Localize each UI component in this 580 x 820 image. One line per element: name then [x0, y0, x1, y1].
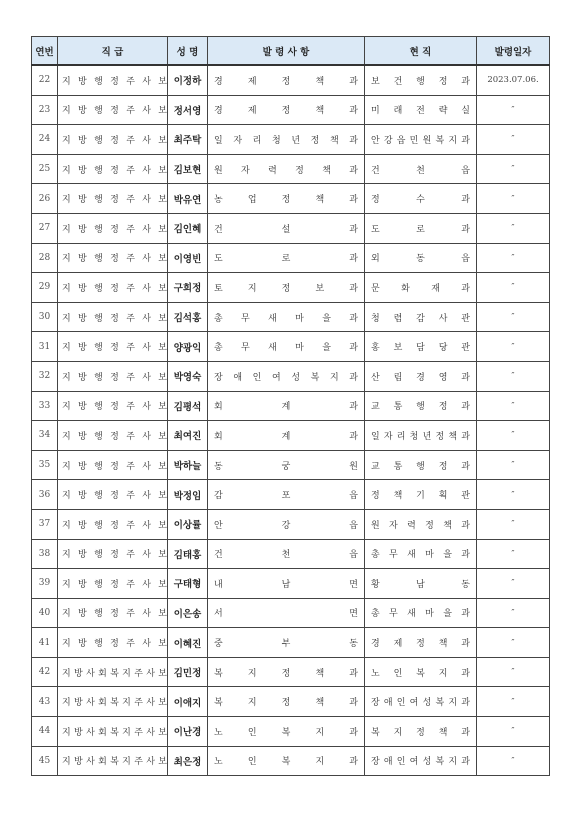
spread-text: 토 지 정 보 과 — [214, 283, 358, 294]
cell-current — [365, 628, 477, 658]
cell-name: 김석홍 — [168, 302, 208, 332]
cell-name: 이혜진 — [168, 628, 208, 658]
cell-name: 최주탁 — [168, 125, 208, 155]
cell-order — [208, 243, 365, 273]
cell-grade — [58, 332, 168, 362]
table-row — [32, 213, 550, 243]
cell-name: 이애지 — [168, 687, 208, 717]
cell-current — [365, 95, 477, 125]
cell-order — [208, 480, 365, 510]
cell-no: 38 — [32, 539, 58, 569]
cell-date: ″ — [477, 302, 550, 332]
spread-text: 장 애 인 여 성 복 지 과 — [371, 757, 470, 768]
spread-text: 건 천 읍 — [214, 550, 358, 561]
cell-date: ″ — [477, 391, 550, 421]
cell-current — [365, 391, 477, 421]
spread-text: 지 방 행 정 주 사 보 — [62, 550, 167, 561]
cell-date: ″ — [477, 184, 550, 214]
spread-text: 보 건 행 정 과 — [371, 76, 470, 87]
cell-no: 42 — [32, 657, 58, 687]
spread-text: 총 무 새 마 을 과 — [214, 313, 358, 324]
cell-name: 박정임 — [168, 480, 208, 510]
cell-order — [208, 450, 365, 480]
cell-order — [208, 657, 365, 687]
spread-text: 황 남 동 — [371, 579, 470, 590]
cell-current — [365, 154, 477, 184]
cell-current — [365, 184, 477, 214]
spread-text: 지 방 행 정 주 사 보 — [62, 195, 167, 206]
cell-current — [365, 509, 477, 539]
cell-no: 44 — [32, 717, 58, 747]
table-row — [32, 421, 550, 451]
spread-text: 장 애 인 여 성 복 지 과 — [371, 698, 470, 709]
cell-current — [365, 361, 477, 391]
spread-text: 일 자 리 청 년 정 책 과 — [214, 135, 358, 146]
cell-order — [208, 569, 365, 599]
table-row — [32, 273, 550, 303]
table-row — [32, 65, 550, 95]
cell-grade — [58, 598, 168, 628]
cell-current — [365, 687, 477, 717]
cell-current — [365, 657, 477, 687]
spread-text: 지 방 행 정 주 사 보 — [62, 76, 167, 87]
spread-text: 지 방 행 정 주 사 보 — [62, 372, 167, 383]
cell-no: 25 — [32, 154, 58, 184]
spread-text: 회 계 과 — [214, 431, 358, 442]
spread-text: 원 자 력 정 책 과 — [371, 520, 470, 531]
cell-grade — [58, 65, 168, 95]
table-row — [32, 95, 550, 125]
cell-order — [208, 302, 365, 332]
table-row — [32, 746, 550, 776]
cell-name: 김보현 — [168, 154, 208, 184]
spread-text: 지 방 사 회 복 지 주 사 보 — [62, 757, 167, 768]
cell-current — [365, 569, 477, 599]
personnel-table — [31, 36, 550, 776]
cell-order — [208, 746, 365, 776]
cell-current — [365, 243, 477, 273]
cell-grade — [58, 391, 168, 421]
cell-name: 김인혜 — [168, 213, 208, 243]
spread-text: 지 방 행 정 주 사 보 — [62, 135, 167, 146]
cell-name: 최은정 — [168, 746, 208, 776]
cell-no: 26 — [32, 184, 58, 214]
table-row — [32, 332, 550, 362]
table-row — [32, 302, 550, 332]
cell-name: 이난경 — [168, 717, 208, 747]
cell-order — [208, 125, 365, 155]
table-body — [32, 65, 550, 776]
cell-grade — [58, 628, 168, 658]
cell-no: 22 — [32, 65, 58, 95]
spread-text: 지 방 행 정 주 사 보 — [62, 254, 167, 265]
header-grade: 직 급 — [58, 37, 168, 66]
cell-grade — [58, 480, 168, 510]
cell-no: 30 — [32, 302, 58, 332]
table-row — [32, 687, 550, 717]
cell-date: ″ — [477, 154, 550, 184]
spread-text: 서 면 — [214, 609, 358, 620]
cell-no: 35 — [32, 450, 58, 480]
cell-current — [365, 125, 477, 155]
table-row — [32, 657, 550, 687]
cell-order — [208, 598, 365, 628]
cell-order — [208, 628, 365, 658]
cell-order — [208, 65, 365, 95]
table-row — [32, 509, 550, 539]
cell-no: 45 — [32, 746, 58, 776]
cell-order — [208, 184, 365, 214]
cell-no: 43 — [32, 687, 58, 717]
cell-date: 2023.07.06. — [477, 65, 550, 95]
cell-grade — [58, 687, 168, 717]
spread-text: 지 방 행 정 주 사 보 — [62, 106, 167, 117]
cell-date: ″ — [477, 480, 550, 510]
cell-name: 김평석 — [168, 391, 208, 421]
cell-grade — [58, 154, 168, 184]
table-row — [32, 539, 550, 569]
table-row — [32, 391, 550, 421]
cell-name: 이정하 — [168, 65, 208, 95]
cell-no: 32 — [32, 361, 58, 391]
cell-order — [208, 213, 365, 243]
spread-text: 경 제 정 책 과 — [371, 639, 470, 650]
spread-text: 회 계 과 — [214, 402, 358, 413]
spread-text: 경 제 정 책 과 — [214, 106, 358, 117]
spread-text: 총 무 새 마 을 과 — [371, 609, 470, 620]
spread-text: 청 렴 감 사 관 — [371, 313, 470, 324]
spread-text: 지 방 행 정 주 사 보 — [62, 224, 167, 235]
cell-order — [208, 332, 365, 362]
cell-order — [208, 361, 365, 391]
spread-text: 미 래 전 략 실 — [371, 106, 470, 117]
cell-grade — [58, 569, 168, 599]
cell-no: 33 — [32, 391, 58, 421]
cell-date: ″ — [477, 332, 550, 362]
cell-order — [208, 717, 365, 747]
cell-grade — [58, 184, 168, 214]
spread-text: 지 방 행 정 주 사 보 — [62, 609, 167, 620]
cell-current — [365, 302, 477, 332]
spread-text: 정 수 과 — [371, 195, 470, 206]
cell-grade — [58, 361, 168, 391]
table-row — [32, 569, 550, 599]
cell-no: 28 — [32, 243, 58, 273]
cell-no: 23 — [32, 95, 58, 125]
cell-current — [365, 598, 477, 628]
cell-current — [365, 450, 477, 480]
cell-grade — [58, 302, 168, 332]
header-order: 발 령 사 항 — [208, 37, 365, 66]
spread-text: 지 방 행 정 주 사 보 — [62, 639, 167, 650]
spread-text: 중 부 동 — [214, 639, 358, 650]
cell-current — [365, 480, 477, 510]
spread-text: 산 림 경 영 과 — [371, 372, 470, 383]
spread-text: 문 화 재 과 — [371, 283, 470, 294]
spread-text: 복 지 정 책 과 — [371, 727, 470, 738]
cell-date: ″ — [477, 539, 550, 569]
cell-grade — [58, 717, 168, 747]
cell-name: 구태형 — [168, 569, 208, 599]
table-row — [32, 628, 550, 658]
spread-text: 지 방 행 정 주 사 보 — [62, 402, 167, 413]
cell-name: 최여진 — [168, 421, 208, 451]
cell-current — [365, 539, 477, 569]
table-row — [32, 598, 550, 628]
cell-name: 박유연 — [168, 184, 208, 214]
cell-order — [208, 95, 365, 125]
cell-no: 40 — [32, 598, 58, 628]
cell-date: ″ — [477, 746, 550, 776]
spread-text: 지 방 행 정 주 사 보 — [62, 579, 167, 590]
cell-no: 31 — [32, 332, 58, 362]
cell-name: 김태홍 — [168, 539, 208, 569]
spread-text: 안 강 읍 — [214, 520, 358, 531]
cell-current — [365, 717, 477, 747]
cell-date: ″ — [477, 628, 550, 658]
spread-text: 지 방 행 정 주 사 보 — [62, 165, 167, 176]
table-row — [32, 154, 550, 184]
table-header-row — [32, 37, 550, 66]
cell-name: 김민정 — [168, 657, 208, 687]
spread-text: 안 강 읍 민 원 복 지 과 — [371, 135, 470, 146]
cell-order — [208, 391, 365, 421]
cell-date: ″ — [477, 125, 550, 155]
spread-text: 총 무 새 마 을 과 — [371, 550, 470, 561]
table-row — [32, 361, 550, 391]
spread-text: 지 방 행 정 주 사 보 — [62, 461, 167, 472]
cell-grade — [58, 243, 168, 273]
cell-date: ″ — [477, 598, 550, 628]
cell-current — [365, 332, 477, 362]
cell-order — [208, 539, 365, 569]
cell-date: ″ — [477, 243, 550, 273]
spread-text: 노 인 복 지 과 — [371, 668, 470, 679]
cell-order — [208, 509, 365, 539]
header-name: 성 명 — [168, 37, 208, 66]
cell-name: 박영숙 — [168, 361, 208, 391]
cell-name: 이은송 — [168, 598, 208, 628]
table-row — [32, 450, 550, 480]
cell-date: ″ — [477, 569, 550, 599]
spread-text: 교 통 행 정 과 — [371, 461, 470, 472]
cell-name: 정서영 — [168, 95, 208, 125]
spread-text: 지 방 행 정 주 사 보 — [62, 491, 167, 502]
header-date: 발령일자 — [477, 37, 550, 66]
cell-order — [208, 273, 365, 303]
spread-text: 홍 보 담 당 관 — [371, 343, 470, 354]
cell-date: ″ — [477, 450, 550, 480]
cell-date: ″ — [477, 657, 550, 687]
spread-text: 건 설 과 — [214, 224, 358, 235]
cell-date: ″ — [477, 717, 550, 747]
cell-date: ″ — [477, 273, 550, 303]
spread-text: 정 책 기 획 관 — [371, 491, 470, 502]
cell-no: 37 — [32, 509, 58, 539]
spread-text: 일 자 리 청 년 정 책 과 — [371, 431, 470, 442]
spread-text: 총 무 새 마 을 과 — [214, 343, 358, 354]
cell-grade — [58, 509, 168, 539]
cell-current — [365, 746, 477, 776]
spread-text: 노 인 복 지 과 — [214, 757, 358, 768]
spread-text: 지 방 행 정 주 사 보 — [62, 520, 167, 531]
cell-name: 양광익 — [168, 332, 208, 362]
header-current: 현 직 — [365, 37, 477, 66]
cell-no: 29 — [32, 273, 58, 303]
spread-text: 건 천 읍 — [371, 165, 470, 176]
cell-date: ″ — [477, 687, 550, 717]
spread-text: 동 궁 원 — [214, 461, 358, 472]
cell-current — [365, 65, 477, 95]
cell-date: ″ — [477, 421, 550, 451]
spread-text: 농 업 정 책 과 — [214, 195, 358, 206]
cell-no: 24 — [32, 125, 58, 155]
cell-order — [208, 421, 365, 451]
cell-no: 36 — [32, 480, 58, 510]
cell-grade — [58, 657, 168, 687]
cell-date: ″ — [477, 95, 550, 125]
table-row — [32, 125, 550, 155]
cell-grade — [58, 539, 168, 569]
cell-grade — [58, 95, 168, 125]
spread-text: 지 방 행 정 주 사 보 — [62, 313, 167, 324]
header-no: 연번 — [32, 37, 58, 66]
cell-name: 이영빈 — [168, 243, 208, 273]
table-row — [32, 243, 550, 273]
cell-date: ″ — [477, 361, 550, 391]
cell-order — [208, 687, 365, 717]
spread-text: 지 방 사 회 복 지 주 사 보 — [62, 698, 167, 709]
cell-current — [365, 213, 477, 243]
cell-grade — [58, 213, 168, 243]
spread-text: 감 포 읍 — [214, 491, 358, 502]
cell-no: 27 — [32, 213, 58, 243]
spread-text: 도 로 과 — [371, 224, 470, 235]
spread-text: 내 남 면 — [214, 579, 358, 590]
spread-text: 지 방 행 정 주 사 보 — [62, 343, 167, 354]
cell-no: 41 — [32, 628, 58, 658]
cell-name: 구희정 — [168, 273, 208, 303]
cell-grade — [58, 273, 168, 303]
spread-text: 지 방 사 회 복 지 주 사 보 — [62, 727, 167, 738]
spread-text: 경 제 정 책 과 — [214, 76, 358, 87]
cell-date: ″ — [477, 213, 550, 243]
cell-grade — [58, 746, 168, 776]
spread-text: 장 애 인 여 성 복 지 과 — [214, 372, 358, 383]
table-row — [32, 717, 550, 747]
spread-text: 지 방 행 정 주 사 보 — [62, 283, 167, 294]
spread-text: 지 방 사 회 복 지 주 사 보 — [62, 668, 167, 679]
cell-name: 이상률 — [168, 509, 208, 539]
cell-no: 39 — [32, 569, 58, 599]
spread-text: 복 지 정 책 과 — [214, 668, 358, 679]
spread-text: 원 자 력 정 책 과 — [214, 165, 358, 176]
table-row — [32, 184, 550, 214]
cell-grade — [58, 450, 168, 480]
cell-current — [365, 421, 477, 451]
cell-no: 34 — [32, 421, 58, 451]
cell-date: ″ — [477, 509, 550, 539]
spread-text: 지 방 행 정 주 사 보 — [62, 431, 167, 442]
cell-name: 박하늘 — [168, 450, 208, 480]
cell-current — [365, 273, 477, 303]
spread-text: 교 통 행 정 과 — [371, 402, 470, 413]
cell-order — [208, 154, 365, 184]
spread-text: 도 로 과 — [214, 254, 358, 265]
spread-text: 외 동 읍 — [371, 254, 470, 265]
cell-grade — [58, 421, 168, 451]
table-row — [32, 480, 550, 510]
spread-text: 복 지 정 책 과 — [214, 698, 358, 709]
cell-grade — [58, 125, 168, 155]
spread-text: 노 인 복 지 과 — [214, 727, 358, 738]
